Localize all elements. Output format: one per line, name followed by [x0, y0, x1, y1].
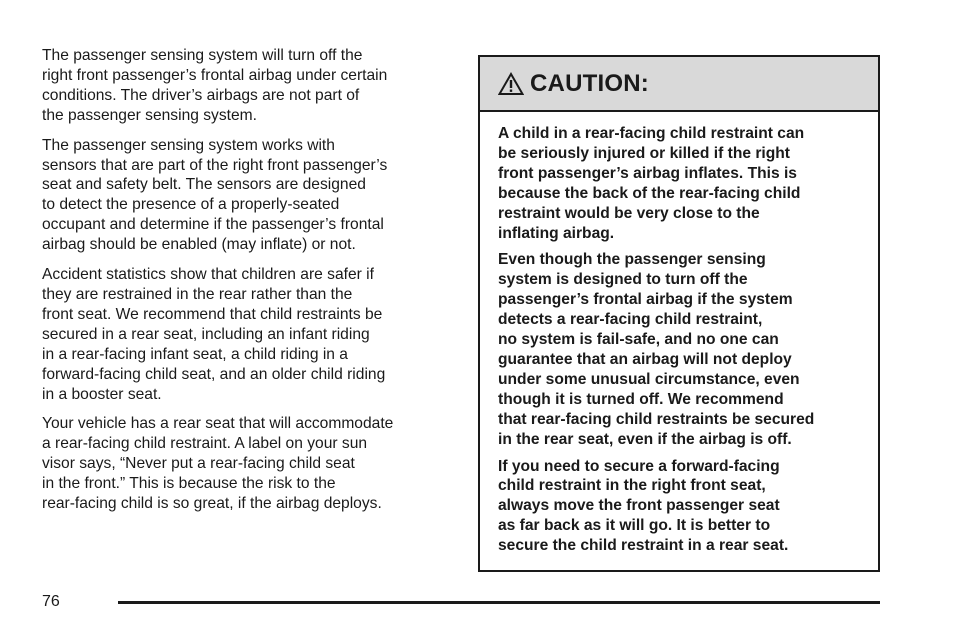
page-number: 76 — [42, 593, 60, 610]
caution-paragraph: If you need to secure a forward-facing child restraint in the right front seat, always move the front passenger seat as far back as it will go. It is better to secure the child restraint in a rear seat. — [498, 457, 789, 555]
caution-header — [480, 57, 878, 112]
body-paragraph: The passenger sensing system will turn off the right front passenger’s frontal airbag under certain conditions. The driver’s airbags are not part of the passenger sensing system. — [42, 47, 388, 124]
caution-paragraph: Even though the passenger sensing system is designed to turn off the passenger’s frontal airbag if the system detects a rear-facing child restraint, no system is fail-safe, and no one can guarantee that an airbag will not deploy under some unusual circumstance, even though it is turned off. We recommend that rear-facing child restraints be secured in the rear seat, even if the airbag is off. — [498, 251, 815, 448]
body-paragraph: Accident statistics show that children are safer if they are restrained in the rear rather than the front seat. We recommend that child restraints be secured in a rear seat, including an infant riding in a rear-facing infant seat, a child riding in a forward-facing child seat, and an older child riding in a booster seat. — [42, 266, 386, 403]
caution-title: CAUTION: — [530, 69, 649, 97]
caution-paragraph: A child in a rear-facing child restraint can be seriously injured or killed if the right front passenger’s airbag inflates. This is because the back of the rear-facing child restraint would be very close to the inflating airbag. — [498, 125, 805, 242]
caution-box — [478, 55, 880, 572]
body-paragraph: The passenger sensing system works with sensors that are part of the right front passenger’s seat and safety belt. The sensors are designed to detect the presence of a properly-seated occupant and determine if the passenger’s frontal airbag should be enabled (may inflate) or not. — [42, 136, 388, 254]
body-paragraph: Your vehicle has a rear seat that will accommodate a rear-facing child restraint. A label on your sun visor says, “Never put a rear-facing child seat in the front.” This is because the risk to the rear-facing child is so great, if the airbag deploys. — [42, 415, 394, 513]
body-text-column — [42, 46, 452, 524]
warning-triangle-icon — [498, 72, 524, 96]
caution-body — [480, 112, 878, 556]
footer-rule — [118, 601, 880, 604]
